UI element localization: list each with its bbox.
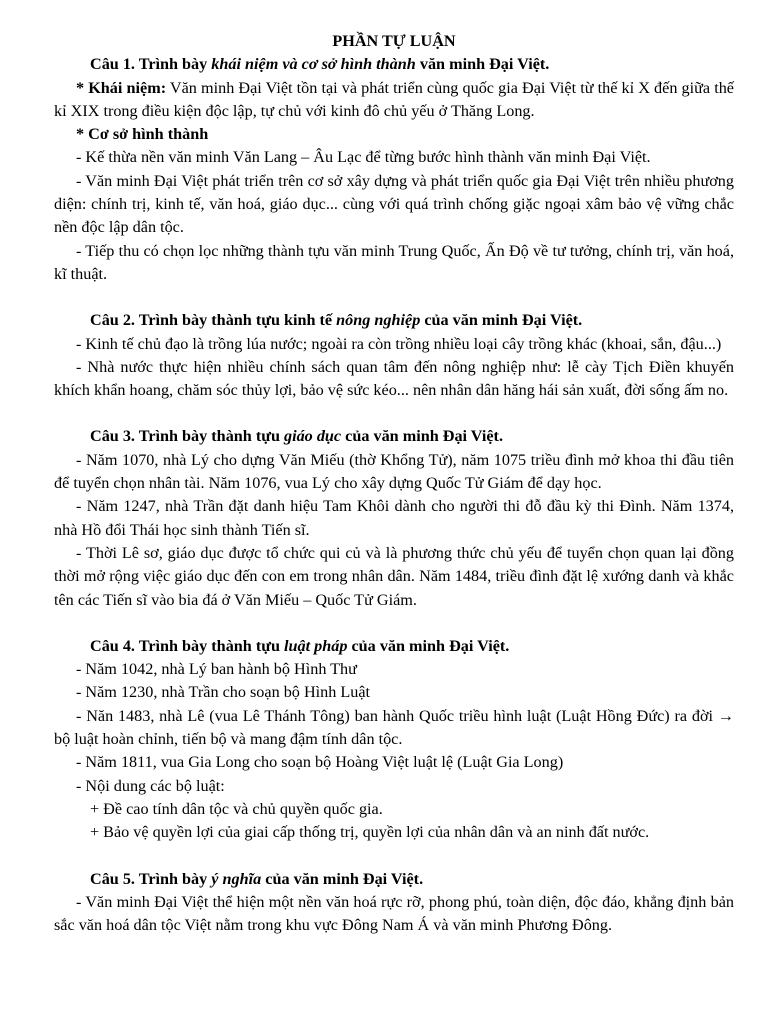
- question-5-heading: [54, 868, 734, 891]
- question-4-heading: [54, 635, 734, 658]
- question-heading-emphasis: giáo dục: [284, 427, 342, 446]
- question-heading-suffix: của văn minh Đại Việt.: [347, 636, 510, 655]
- list-item: - Kinh tế chủ đạo là trồng lúa nước; ngoài ra còn trồng nhiều loại cây trồng khác (khoai, sắn, đậu...): [76, 334, 722, 353]
- question-heading-emphasis: luật pháp: [284, 636, 348, 655]
- question-heading-suffix: của văn minh Đại Việt.: [261, 869, 424, 888]
- section-spacer: [54, 845, 734, 868]
- document-page: [54, 30, 734, 937]
- section-spacer: [54, 286, 734, 309]
- sub-list-item: + Bảo vệ quyền lợi của giai cấp thống trị, quyền lợi của nhân dân và an ninh đất nước.: [90, 823, 650, 842]
- list-item: - Tiếp thu có chọn lọc những thành tựu văn minh Trung Quốc, Ấn Độ về tư tưởng, chính trị, văn hoá, kĩ thuật.: [54, 241, 734, 283]
- question-heading-prefix: Câu 4. Trình bày thành tựu: [90, 636, 284, 655]
- basis-label: * Cơ sở hình thành: [76, 125, 209, 144]
- list-item: - Kế thừa nền văn minh Văn Lang – Âu Lạc để từng bước hình thành văn minh Đại Việt.: [76, 148, 651, 167]
- question-heading-prefix: Câu 2. Trình bày thành tựu kinh tế: [90, 311, 337, 330]
- question-heading-emphasis: nông nghiệp: [336, 311, 421, 330]
- page-title: PHẦN TỰ LUẬN: [332, 32, 456, 50]
- question-heading-suffix: văn minh Đại Việt.: [415, 55, 550, 74]
- question-heading-suffix: của văn minh Đại Việt.: [420, 311, 583, 330]
- concept-text: Văn minh Đại Việt tồn tại và phát triển cùng quốc gia Đại Việt từ thế kỉ X đến giữa thế kỉ XIX trong điều kiện độc lập, tự chủ với kinh đô chủ yếu ở Thăng Long.: [54, 78, 734, 120]
- question-heading-prefix: Câu 1. Trình bày: [90, 55, 212, 74]
- question-heading-suffix: của văn minh Đại Việt.: [341, 427, 503, 446]
- list-item: - Năm 1247, nhà Trần đặt danh hiệu Tam Khôi dành cho người thi đỗ đầu kỳ thi Đình. Năm 1374, nhà Hồ đổi Thái học sinh thành Tiến sĩ.: [54, 497, 734, 539]
- sub-list-item: + Đề cao tính dân tộc và chủ quyền quốc gia.: [90, 799, 383, 818]
- list-item: - Năm 1811, vua Gia Long cho soạn bộ Hoàng Việt luật lệ (Luật Gia Long): [76, 753, 564, 772]
- question-1-heading: [54, 53, 734, 76]
- question-heading-prefix: Câu 3. Trình bày thành tựu: [90, 427, 284, 446]
- list-item: - Năm 1070, nhà Lý cho dựng Văn Miếu (thờ Khổng Tử), năm 1075 triều đình mở khoa thi đầu tiên để tuyển chọn nhân tài. Năm 1076, vua Lý cho xây dựng Quốc Tử Giám để dạy học.: [54, 450, 734, 493]
- concept-paragraph: [54, 77, 734, 124]
- question-heading-emphasis: khái niệm và cơ sở hình thành: [211, 55, 416, 74]
- list-item: - Văn minh Đại Việt phát triển trên cơ sở xây dựng và phát triển quốc gia Đại Việt trên nhiều phương diện: chính trị, kinh tế, văn hoá, giáo dục... cùng với quá trình chống giặc ngoại xâm bảo vệ vững chắc nền độc lập dân tộc.: [54, 171, 734, 237]
- section-spacer: [54, 402, 734, 425]
- list-item: - Năn 1483, nhà Lê (vua Lê Thánh Tông) ban hành Quốc triều hình luật (Luật Hồng Đức) ra đời → bộ luật hoàn chỉnh, tiến bộ và mang đậm tính dân tộc.: [54, 706, 734, 749]
- list-item: - Nội dung các bộ luật:: [76, 776, 225, 795]
- question-heading-prefix: Câu 5. Trình bày: [90, 869, 212, 888]
- list-item: - Năm 1042, nhà Lý ban hành bộ Hình Thư: [76, 660, 357, 679]
- list-item: - Văn minh Đại Việt thể hiện một nền văn hoá rực rỡ, phong phú, toàn diện, độc đáo, khẳng định bản sắc văn hoá dân tộc Việt nằm trong khu vực Đông Nam Á và văn minh Phương Đông.: [54, 892, 734, 935]
- list-item: - Thời Lê sơ, giáo dục được tổ chức qui củ và là phương thức chủ yếu để tuyển chọn quan lại đồng thời mở rộng việc giáo dục đến con em trong nhân dân. Năm 1484, triều đình đặt lệ xướng danh và khắc tên các Tiến sĩ vào bia đá ở Văn Miếu – Quốc Tử Giám.: [54, 543, 734, 609]
- question-3-heading: [54, 425, 734, 448]
- question-heading-emphasis: ý nghĩa: [211, 869, 262, 888]
- list-item: - Năm 1230, nhà Trần cho soạn bộ Hình Luật: [76, 683, 371, 702]
- list-item: - Nhà nước thực hiện nhiều chính sách quan tâm đến nông nghiệp như: lễ cày Tịch Điền khuyến khích khẩn hoang, chăm sóc thủy lợi, bảo vệ sức kéo... nên nhân dân hăng hái sản xuất, đời sống ấm no.: [54, 357, 734, 400]
- concept-label: * Khái niệm:: [76, 78, 167, 97]
- section-spacer: [54, 612, 734, 635]
- question-2-heading: [54, 309, 734, 332]
